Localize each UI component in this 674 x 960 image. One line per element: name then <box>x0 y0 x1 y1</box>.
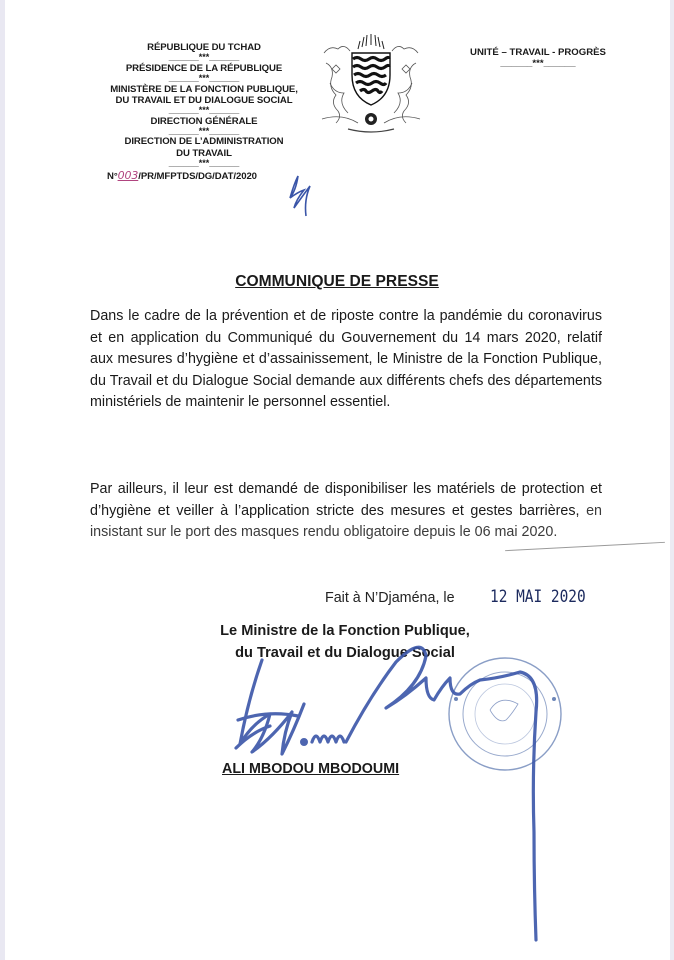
coat-of-arms-icon <box>318 33 424 138</box>
header-separator: ______***______ <box>168 125 240 136</box>
official-seal-icon <box>444 654 566 774</box>
place-text: Fait à N’Djaména, le <box>325 590 455 606</box>
header-separator: ______***______ <box>168 105 240 115</box>
date-stamp: 12 MAI 2020 <box>490 587 586 607</box>
header-direction-admin-line2: DU TRAVAIL <box>176 147 232 159</box>
motto: UNITÉ – TRAVAIL - PROGRÈS <box>470 47 606 58</box>
signatory-title-line2: du Travail et du Dialogue Social <box>235 645 455 661</box>
paragraph-2-part1: Par ailleurs, il leur est demandé de disponibiliser les matériels de protection et d’hygiène et veiller à l’application stricte des mesures et gestes barrières, <box>90 481 602 519</box>
header-separator: ______***______ <box>168 157 240 168</box>
header-ministere-line2: DU TRAVAIL ET DU DIALOGUE SOCIAL <box>115 94 293 106</box>
header-presidence: PRÉSIDENCE DE LA RÉPUBLIQUE <box>125 62 283 74</box>
handwritten-initials-icon <box>280 172 318 220</box>
motto-separator: ______***______ <box>500 58 576 69</box>
header-republique: RÉPUBLIQUE DU TCHAD <box>147 42 261 53</box>
header-ministere-line1: MINISTÈRE DE LA FONCTION PUBLIQUE, <box>110 83 298 95</box>
header-separator: ______***______ <box>168 52 240 63</box>
signatory-title-line1: Le Ministre de la Fonction Publique, <box>220 623 470 639</box>
page-right-edge <box>670 0 674 960</box>
place-date-line <box>325 590 455 606</box>
signatory-name: ALI MBODOU MBODOUMI <box>222 761 400 777</box>
ref-prefix: N° <box>107 171 118 183</box>
header-direction-admin-line1: DIRECTION DE L’ADMINISTRATION <box>124 136 284 148</box>
page-title: COMMUNIQUE DE PRESSE <box>235 273 439 290</box>
header-direction-generale: DIRECTION GÉNÉRALE <box>150 115 258 127</box>
page-left-edge <box>0 0 5 960</box>
header-separator: ______***______ <box>168 73 240 83</box>
ref-suffix: /PR/MFPTDS/DG/DAT/2020 <box>138 171 257 183</box>
paragraph-1: Dans le cadre de la prévention et de riposte contre la pandémie du coronavirus et en application du Communiqué du Gouvernement du 14 mars 2020, relatif aux mesures d’hygiène et d’assainissement, le Ministre de la Fonction Publique, du Travail et du Dialogue Social demande aux différents chefs des départements ministériels de maintenir le personnel essentiel. <box>90 308 602 410</box>
header-left-block <box>92 42 316 183</box>
paragraph-2-part2: en insistant sur le port des masques rendu obligatoire depuis le 06 mai 2020. <box>90 502 602 540</box>
paragraph-2 <box>90 479 602 544</box>
ref-handwritten-number: 003 <box>117 169 139 183</box>
header-right-block <box>463 47 613 69</box>
